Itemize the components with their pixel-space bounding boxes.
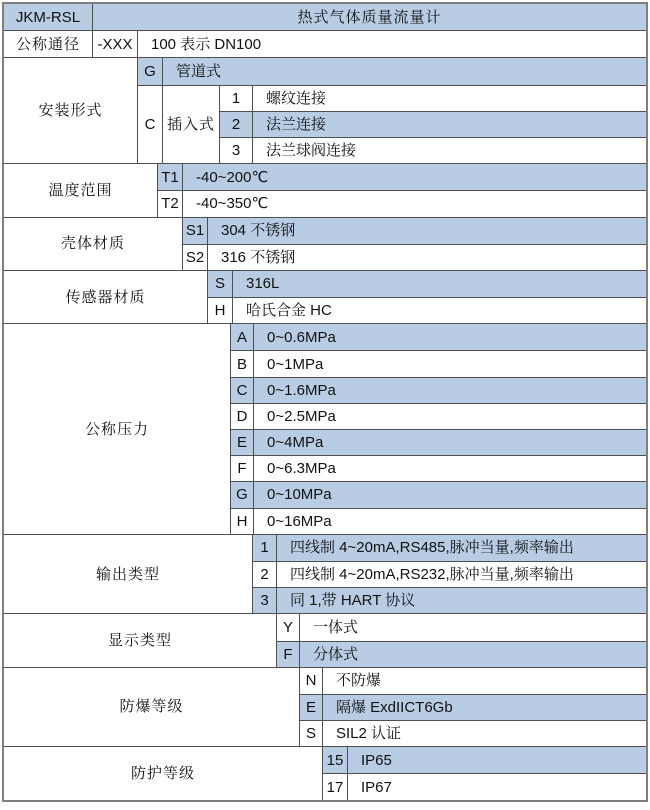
option-code-cell: 1 [252, 535, 276, 561]
section-label: 传感器材质 [65, 288, 146, 306]
section-explosion-proof-grade [4, 667, 646, 747]
section-label: 防护等级 [130, 764, 195, 782]
section-label: 输出类型 [95, 565, 160, 583]
option-value-cell: 法兰球阀连接 [252, 137, 646, 163]
option-value-cell: 0~1.6MPa [253, 377, 646, 403]
option-code-cell: S1 [182, 218, 207, 244]
option-code-cell: E [230, 429, 253, 455]
option-value-cell: -40~200℃ [182, 164, 646, 190]
option-code-cell: B [230, 350, 253, 376]
option-code-cell: Y [276, 614, 299, 640]
model-code-cell: JKM-RSL [4, 4, 92, 30]
option-code-cell: 1 [219, 85, 252, 111]
section-display-type [4, 613, 646, 666]
option-value-cell: SIL2 认证 [322, 720, 646, 746]
option-code-cell: G [230, 481, 253, 507]
option-value-cell: 304 不锈钢 [207, 218, 646, 244]
option-value-cell: 哈氏合金 HC [232, 297, 646, 323]
option-value-cell: 四线制 4~20mA,RS485,脉冲当量,频率输出 [276, 535, 646, 561]
option-value-cell: IP65 [347, 747, 646, 773]
option-value-cell: 0~4MPa [253, 429, 646, 455]
section-sensor-material [4, 270, 646, 323]
section-housing-material [4, 217, 646, 270]
option-value-cell: 0~10MPa [253, 481, 646, 507]
option-code-cell: T1 [157, 164, 182, 190]
option-value-cell: 同 1,带 HART 协议 [276, 587, 646, 613]
section-label: 安装形式 [38, 102, 103, 120]
option-value-cell: 0~16MPa [253, 508, 646, 534]
option-code-cell: E [299, 694, 322, 720]
spec-table [2, 2, 648, 802]
option-value-cell: 0~0.6MPa [253, 324, 646, 350]
option-code-cell: T2 [157, 190, 182, 216]
option-code-cell: S2 [182, 244, 207, 270]
section-header [4, 4, 646, 30]
option-value-cell: 管道式 [162, 58, 646, 84]
section-label: 公称通径 [15, 35, 80, 53]
option-code-cell: S [299, 720, 322, 746]
option-value-cell: 0~2.5MPa [253, 403, 646, 429]
section-nominal-diameter [4, 30, 646, 57]
option-code-cell: G [137, 58, 162, 84]
option-value-cell: 四线制 4~20mA,RS232,脉冲当量,频率输出 [276, 561, 646, 587]
section-label: 壳体材质 [60, 235, 125, 253]
section-temperature-range [4, 163, 646, 216]
option-value-cell: 0~6.3MPa [253, 455, 646, 481]
option-value-cell: 316L [232, 271, 646, 297]
option-value-cell: 分体式 [299, 641, 646, 667]
option-value-cell: 隔爆 ExdIICT6Gb [322, 694, 646, 720]
section-label: 防爆等级 [119, 698, 184, 716]
option-value-cell: IP67 [347, 773, 646, 799]
option-value-cell: 不防爆 [322, 668, 646, 694]
option-code-cell: D [230, 403, 253, 429]
section-label: 温度范围 [48, 181, 113, 199]
option-code-cell: A [230, 324, 253, 350]
option-code-cell: C [230, 377, 253, 403]
section-output-type [4, 534, 646, 614]
option-code-cell: C [137, 85, 162, 164]
option-value-cell: 100 表示 DN100 [137, 31, 646, 57]
option-code-cell: -XXX [92, 31, 137, 57]
option-value-cell: 螺纹连接 [252, 85, 646, 111]
insert-type-name-cell: 插入式 [162, 85, 219, 164]
option-value-cell: 0~1MPa [253, 350, 646, 376]
option-code-cell: H [230, 508, 253, 534]
option-code-cell: 3 [219, 137, 252, 163]
option-code-cell: N [299, 668, 322, 694]
section-nominal-pressure [4, 323, 646, 534]
option-code-cell: F [276, 641, 299, 667]
option-code-cell: 15 [322, 747, 347, 773]
option-value-cell: 一体式 [299, 614, 646, 640]
option-code-cell: 2 [219, 111, 252, 137]
option-code-cell: F [230, 455, 253, 481]
section-protection-grade [4, 746, 646, 799]
section-label: 显示类型 [107, 632, 172, 649]
option-code-cell: H [207, 297, 232, 323]
option-code-cell: 3 [252, 587, 276, 613]
section-label: 公称压力 [84, 420, 149, 438]
section-install-type [4, 57, 646, 163]
option-value-cell: 法兰连接 [252, 111, 646, 137]
product-title-cell: 热式气体质量流量计 [92, 4, 646, 30]
option-value-cell: -40~350℃ [182, 190, 646, 216]
option-code-cell: 2 [252, 561, 276, 587]
option-code-cell: S [207, 271, 232, 297]
option-code-cell: 17 [322, 773, 347, 799]
option-value-cell: 316 不锈钢 [207, 244, 646, 270]
